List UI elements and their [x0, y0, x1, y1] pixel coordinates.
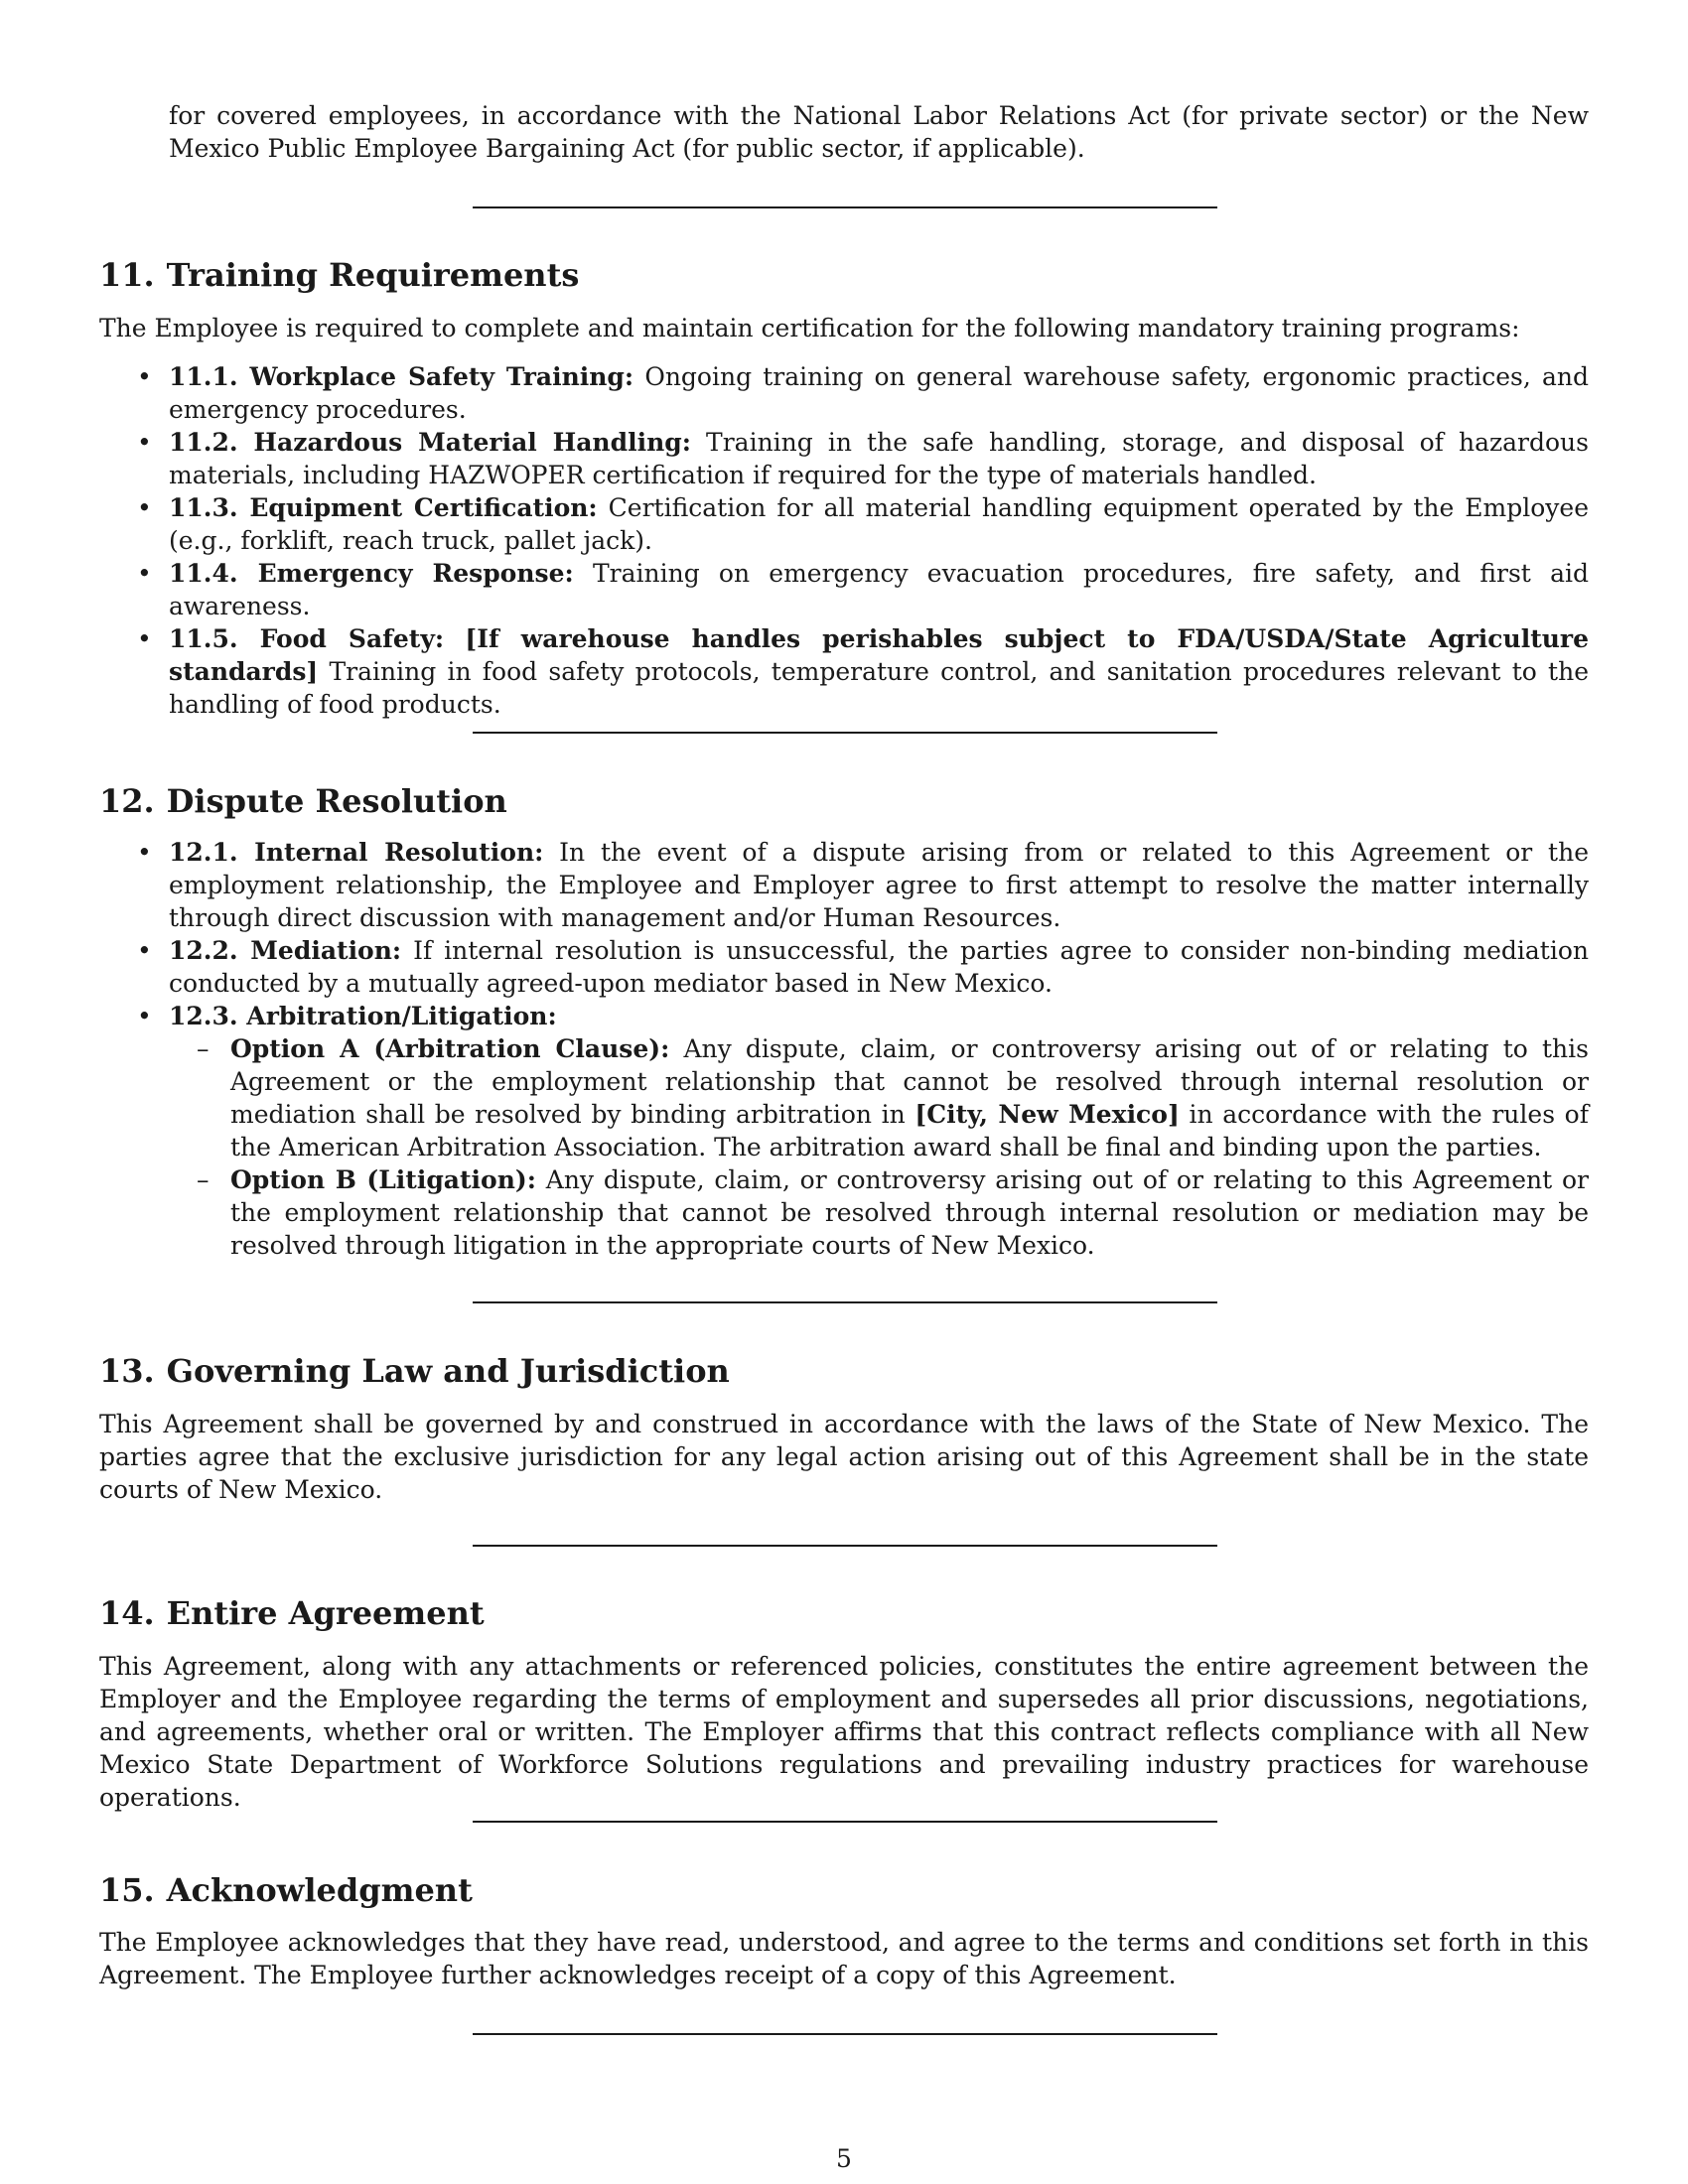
list-item	[99, 1163, 1589, 1262]
section-number: 12.	[99, 782, 155, 820]
section-11-intro: The Employee is required to complete and maintain certification for the following mandatory training programs:	[99, 314, 1520, 342]
section-divider	[473, 1545, 1217, 1547]
section-title: Dispute Resolution	[166, 782, 507, 820]
section-11-body	[99, 312, 1589, 721]
option-text: in accordance with the rules of the American Arbitration Association. The arbitration award shall be final and binding upon the parties.	[230, 1100, 1589, 1161]
item-text: Training in the safe handling, storage, and disposal of hazardous materials, including HAZWOPER certification if required for the type of materials handled.	[169, 428, 1589, 489]
item-text: Training in food safety protocols, temperature control, and sanitation procedures relevant to the handling of food products.	[169, 657, 1589, 719]
section-14-body: This Agreement, along with any attachments or referenced policies, constitutes the entire agreement between the Employer and the Employee regarding the terms of employment and supersedes all prior discussions, negotiations, and agreements, whether oral or written. The Employer affirms that this contract reflects compliance with all New Mexico State Department of Workforce Solutions regulations and prevailing industry practices for warehouse operations.	[99, 1652, 1589, 1812]
section-title: Training Requirements	[166, 256, 580, 294]
document-page	[99, 0, 1589, 2184]
item-label: 11.5. Food Safety:	[169, 624, 445, 653]
section-number: 13.	[99, 1352, 155, 1390]
continuation-paragraph: for covered employees, in accordance with the National Labor Relations Act (for private sector) or the New Mexico Public Employee Bargaining Act (for public sector, if applicable).	[169, 101, 1589, 163]
list-item	[99, 622, 1589, 721]
item-label: 12.1. Internal Resolution:	[169, 838, 544, 867]
option-list	[169, 1032, 1589, 1262]
item-text: Ongoing training on general warehouse safety, ergonomic practices, and emergency procedures.	[169, 362, 1589, 424]
list-item	[99, 1032, 1589, 1163]
section-divider	[473, 1301, 1217, 1303]
section-12-body	[99, 836, 1589, 1262]
section-13-body: This Agreement shall be governed by and construed in accordance with the laws of the State of New Mexico. The parties agree that the exclusive jurisdiction for any legal action arising out of this Agreement shall be in the state courts of New Mexico.	[99, 1410, 1589, 1504]
item-text: In the event of a dispute arising from or related to this Agreement or the employment relationship, the Employee and Employer agree to first attempt to resolve the matter internally through direct discussion with management and/or Human Resources.	[169, 838, 1589, 932]
section-title: Acknowledgment	[166, 1871, 473, 1909]
section-title: Entire Agreement	[166, 1594, 485, 1632]
section-divider	[473, 732, 1217, 734]
list-item	[99, 1000, 1589, 1262]
item-text: If internal resolution is unsuccessful, the parties agree to consider non-binding mediation conducted by a mutually agreed-upon mediator based in New Mexico.	[169, 936, 1589, 998]
section-divider	[473, 1821, 1217, 1823]
item-label: 12.3. Arbitration/Litigation:	[169, 1002, 557, 1030]
option-text: Any dispute, claim, or controversy arising out of or relating to this Agreement or the employment relationship that cannot be resolved through internal resolution or mediation shall be resolved by binding arbitration in	[230, 1034, 1589, 1129]
item-label: 12.2. Mediation:	[169, 936, 402, 965]
option-placeholder: [City, New Mexico]	[914, 1100, 1180, 1129]
list-item	[99, 934, 1589, 1000]
item-label: 11.3. Equipment Certification:	[169, 493, 598, 522]
section-divider	[473, 206, 1217, 208]
list-item	[99, 491, 1589, 557]
section-12-heading	[99, 782, 507, 820]
list-item	[99, 360, 1589, 426]
section-11-heading	[99, 256, 579, 294]
section-title: Governing Law and Jurisdiction	[166, 1352, 730, 1390]
item-text: Certification for all material handling equipment operated by the Employee (e.g., forklift, reach truck, pallet jack).	[169, 493, 1590, 555]
section-number: 14.	[99, 1594, 155, 1632]
list-item	[99, 557, 1589, 622]
option-label: Option B (Litigation):	[230, 1165, 536, 1194]
section-15-body: The Employee acknowledges that they have read, understood, and agree to the terms and conditions set forth in this Agreement. The Employee further acknowledges receipt of a copy of this Agreement.	[99, 1928, 1589, 1989]
option-text: Any dispute, claim, or controversy arising out of or relating to this Agreement or the employment relationship that cannot be resolved through internal resolution or mediation may be resolved through litigation in the appropriate courts of New Mexico.	[230, 1165, 1589, 1260]
section-divider	[473, 2033, 1217, 2035]
list-item	[99, 836, 1589, 934]
item-label: 11.4. Emergency Response:	[169, 559, 574, 588]
page-number: 5	[836, 2144, 852, 2173]
section-number: 15.	[99, 1871, 155, 1909]
section-14-heading	[99, 1594, 485, 1632]
item-text: Training on emergency evacuation procedures, fire safety, and first aid awareness.	[169, 559, 1589, 620]
dispute-list	[99, 836, 1589, 1262]
item-label: 11.2. Hazardous Material Handling:	[169, 428, 691, 457]
section-number: 11.	[99, 256, 155, 294]
list-item	[99, 426, 1589, 491]
section-15-heading	[99, 1871, 473, 1909]
item-label: 11.1. Workplace Safety Training:	[169, 362, 634, 391]
item-bracket: [If warehouse handles perishables subject to FDA/USDA/State Agriculture standards]	[169, 624, 1589, 686]
option-label: Option A (Arbitration Clause):	[230, 1034, 670, 1063]
training-list	[99, 360, 1589, 721]
section-13-heading	[99, 1352, 730, 1390]
